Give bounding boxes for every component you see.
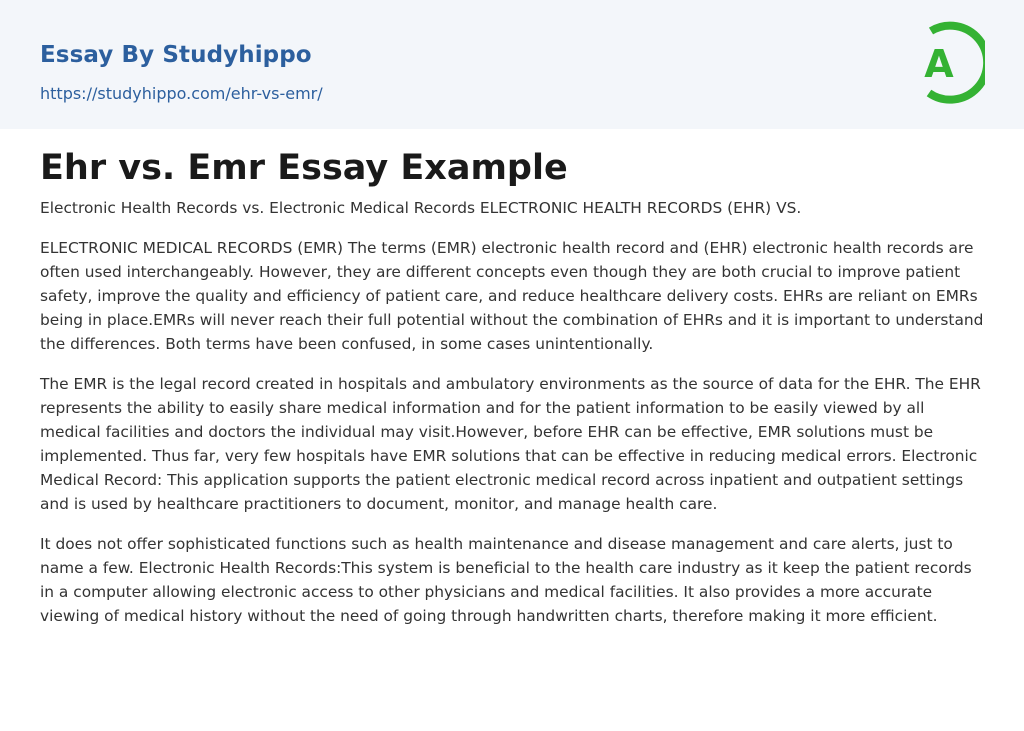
studyhippo-logo-icon[interactable] — [913, 20, 985, 104]
article-body — [40, 146, 984, 644]
paragraph-2: ELECTRONIC MEDICAL RECORDS (EMR) The terms (EMR) electronic health record and (EHR) electronic health records are often used interchangeably. However, they are different concepts even though they are both crucial to improve patient safety, improve the quality and efficiency of patient care, and reduce healthcare delivery costs. EHRs are reliant on EMRs being in place.EMRs will never reach their full potential without the combination of EHRs and it is important to understand the differences. Both terms have been confused, in some cases unintentionally. — [40, 239, 984, 353]
paragraph-1: Electronic Health Records vs. Electronic Medical Records ELECTRONIC HEALTH RECORDS (EHR) VS. — [40, 199, 802, 217]
paragraph-4: It does not offer sophisticated functions such as health maintenance and disease management and care alerts, just to name a few. Electronic Health Records:This system is beneficial to the health care industry as it keep the patient records in a computer allowing electronic access to other physicians and medical facilities. It also provides a more accurate viewing of medical history without the need of going through handwritten charts, therefore making it more efficient. — [40, 535, 972, 625]
paragraph-3: The EMR is the legal record created in hospitals and ambulatory environments as the source of data for the EHR. The EHR represents the ability to easily share medical information and for the patient information to be easily viewed by all medical facilities and doctors the individual may visit.However, before EHR can be effective, EMR solutions must be implemented. Thus far, very few hospitals have EMR solutions that can be effective in reducing medical errors. Electronic Medical Record: This application supports the patient electronic medical record across inpatient and outpatient settings and is used by healthcare practitioners to document, monitor, and manage health care. — [40, 375, 981, 513]
article-url-link[interactable]: https://studyhippo.com/ehr-vs-emr/ — [40, 84, 323, 103]
site-brand[interactable]: Essay By Studyhippo — [40, 42, 312, 68]
logo-letter: A — [924, 42, 954, 86]
page-title: Ehr vs. Emr Essay Example — [40, 148, 568, 188]
site-header — [0, 0, 1024, 129]
